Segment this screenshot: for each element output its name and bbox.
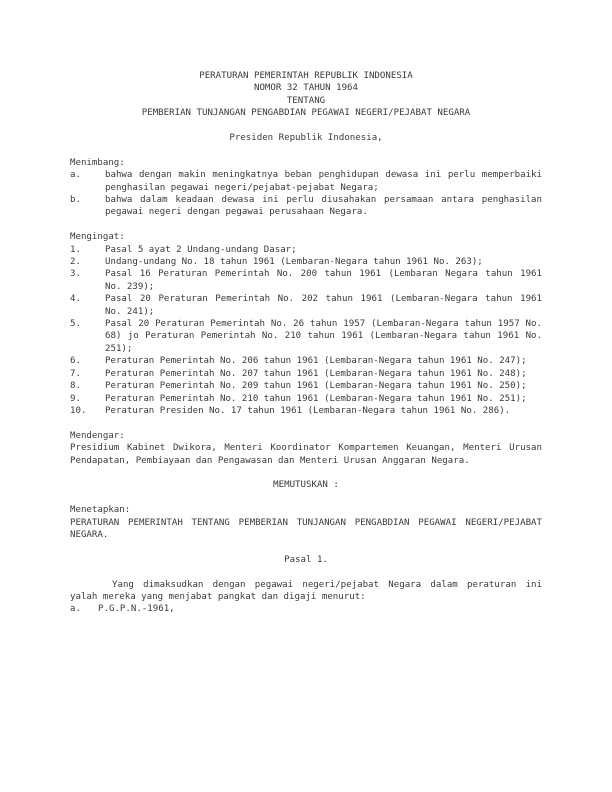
list-item-marker: a.	[70, 170, 81, 181]
list-item-text: Peraturan Pemerintah No. 206 tahun 1961 (Lembaran-Negara tahun 1961 No. 247);	[105, 356, 527, 367]
list-item-text: Peraturan Pemerintah No. 207 tahun 1961 (Lembaran-Negara tahun 1961 No. 248);	[105, 368, 527, 379]
list-item	[70, 393, 542, 405]
menetapkan-label: Menetapkan:	[70, 505, 131, 516]
list-item	[70, 169, 542, 194]
spacer	[70, 120, 542, 132]
issuing-authority: Presiden Republik Indonesia,	[229, 133, 383, 144]
list-item-marker: 10.	[70, 405, 87, 416]
list-item	[70, 368, 542, 380]
spacer	[70, 467, 542, 479]
list-item-marker: 3.	[70, 269, 81, 280]
mengingat-list	[70, 244, 542, 418]
list-item	[70, 318, 542, 355]
list-item-marker: 2.	[70, 257, 81, 268]
list-item-text: Undang-undang No. 18 tahun 1961 (Lembaran-Negara tahun 1961 No. 263);	[105, 257, 483, 268]
list-item-marker: 5.	[70, 319, 81, 330]
document-body	[70, 70, 542, 616]
list-item-text: Pasal 5 ayat 2 Undang-undang Dasar;	[105, 244, 297, 255]
list-item-marker: b.	[70, 195, 81, 206]
list-item-text: Peraturan Pemerintah No. 209 tahun 1961 (Lembaran-Negara tahun 1961 No. 250);	[105, 381, 527, 392]
list-item	[70, 603, 542, 615]
list-item	[70, 194, 542, 219]
pasal-1-paragraph: Yang dimaksudkan dengan pegawai negeri/pejabat Negara dalam peraturan ini yalah mereka yang menjabat pangkat dan digaji menurut:	[70, 579, 542, 602]
memutuskan-heading: MEMUTUSKAN :	[273, 480, 339, 491]
list-item	[70, 268, 542, 293]
list-item-marker: 6.	[70, 356, 81, 367]
list-item	[70, 380, 542, 392]
menimbang-list	[70, 169, 542, 219]
list-item-marker: 7.	[70, 368, 81, 379]
spacer	[70, 541, 542, 553]
spacer	[70, 219, 542, 231]
mendengar-text: Presidium Kabinet Dwikora, Menteri Koordinator Kompartemen Keuangan, Menteri Urusan Pendapatan, Pembiayaan dan Pengawasan dan Menteri Urusan Anggaran Negara.	[70, 443, 542, 466]
list-item-marker: 9.	[70, 393, 81, 404]
mendengar-label: Mendengar:	[70, 430, 125, 441]
title-line-4: PEMBERIAN TUNJANGAN PENGABDIAN PEGAWAI NEGERI/PEJABAT NEGARA	[141, 108, 471, 119]
list-item-text: Pasal 20 Peraturan Pemerintah No. 26 tahun 1957 (Lembaran-Negara tahun 1957 No. 68) jo Peraturan Pemerintah No. 210 tahun 1961 (Lembaran-Negara tahun 1961 No. 251);	[105, 319, 542, 354]
title-line-3: TENTANG	[286, 95, 326, 106]
document-title-block	[70, 70, 542, 120]
list-item-marker: 8.	[70, 381, 81, 392]
menetapkan-text: PERATURAN PEMERINTAH TENTANG PEMBERIAN TUNJANGAN PENGABDIAN PEGAWAI NEGERI/PEJABAT NEGARA.	[70, 517, 542, 540]
pasal-1-heading: Pasal 1.	[284, 554, 328, 565]
list-item	[70, 244, 542, 256]
pasal-1-list	[70, 603, 542, 615]
list-item-text: Peraturan Presiden No. 17 tahun 1961 (Lembaran-Negara tahun 1961 No. 286).	[105, 405, 511, 416]
list-item-text: Pasal 16 Peraturan Pemerintah No. 200 tahun 1961 (Lembaran Negara tahun 1961 No. 239);	[105, 269, 542, 292]
list-item-text: Peraturan Pemerintah No. 210 tahun 1961 (Lembaran-Negara tahun 1961 No. 251);	[105, 393, 527, 404]
list-item	[70, 355, 542, 367]
list-item-marker: 1.	[70, 244, 81, 255]
spacer	[70, 144, 542, 156]
list-item-text: bahwa dengan makin meningkatnya beban penghidupan dewasa ini perlu memperbaiki penghasilan pegawai negeri/pejabat-pejabat Negara;	[105, 170, 542, 193]
list-item	[70, 405, 542, 417]
spacer	[70, 566, 542, 578]
title-line-1: PERATURAN PEMERINTAH REPUBLIK INDONESIA	[199, 71, 413, 81]
list-item-text: bahwa dalam keadaan dewasa ini perlu diusahakan persamaan antara penghasilan pegawai negeri dengan pegawai perusahaan Negara.	[105, 195, 542, 218]
spacer	[70, 492, 542, 504]
list-item	[70, 256, 542, 268]
list-item-marker: 4.	[70, 294, 81, 305]
list-item-text: Pasal 20 Peraturan Pemerintah No. 202 tahun 1961 (Lembaran-Negara tahun 1961 No. 241);	[105, 294, 542, 317]
menimbang-label: Menimbang:	[70, 157, 125, 168]
spacer	[70, 417, 542, 429]
list-item-marker: a.	[70, 604, 81, 615]
list-item-text: P.G.P.N.-1961,	[98, 604, 175, 615]
list-item	[70, 293, 542, 318]
title-line-2: NOMOR 32 TAHUN 1964	[253, 83, 359, 94]
mengingat-label: Mengingat:	[70, 232, 125, 243]
